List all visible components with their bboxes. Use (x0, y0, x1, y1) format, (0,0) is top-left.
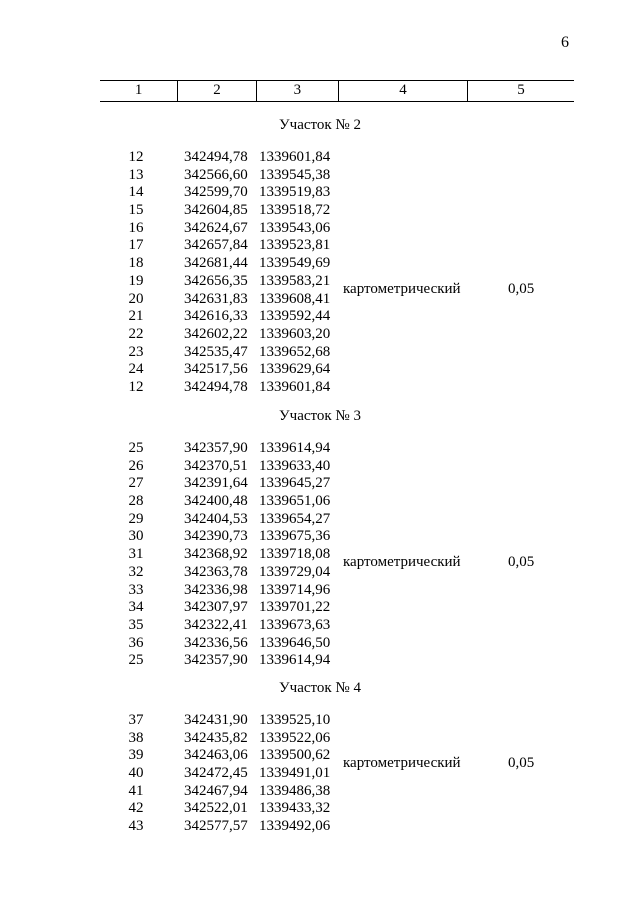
table-row (0, 149, 640, 167)
table-row (0, 528, 640, 546)
coord-y: 1339652,68 (259, 343, 331, 360)
coord-x: 342494,78 (184, 378, 248, 395)
point-number: 24 (128, 361, 144, 378)
header-col-2: 2 (178, 81, 256, 101)
coord-y: 1339519,83 (259, 184, 331, 201)
coord-y: 1339633,40 (259, 457, 331, 474)
coord-x: 342656,35 (184, 272, 248, 289)
table-row (0, 220, 640, 238)
point-number: 19 (128, 272, 144, 289)
table-row (0, 652, 640, 670)
point-number: 23 (128, 343, 144, 360)
point-number: 36 (128, 634, 144, 651)
coord-y: 1339701,22 (259, 599, 331, 616)
table-row (0, 818, 640, 836)
table-row (0, 344, 640, 362)
coord-y: 1339601,84 (259, 378, 331, 395)
table-row (0, 617, 640, 635)
coord-y: 1339592,44 (259, 308, 331, 325)
coord-y: 1339522,06 (259, 729, 331, 746)
coord-y: 1339523,81 (259, 237, 331, 254)
table-row (0, 800, 640, 818)
point-number: 16 (128, 219, 144, 236)
table-row (0, 493, 640, 511)
coord-y: 1339645,27 (259, 475, 331, 492)
header-col-4: 4 (339, 81, 468, 101)
coord-y: 1339718,08 (259, 546, 331, 563)
header-col-3: 3 (257, 81, 339, 101)
coord-y: 1339492,06 (259, 818, 331, 835)
coord-x: 342435,82 (184, 729, 248, 746)
table-row (0, 712, 640, 730)
coord-x: 342566,60 (184, 166, 248, 183)
point-number: 34 (128, 599, 144, 616)
point-number: 26 (128, 457, 144, 474)
coord-x: 342368,92 (184, 546, 248, 563)
coord-x: 342599,70 (184, 184, 248, 201)
table-row (0, 440, 640, 458)
table-row (0, 635, 640, 653)
coord-x: 342616,33 (184, 308, 248, 325)
coord-x: 342624,67 (184, 219, 248, 236)
coord-y: 1339549,69 (259, 255, 331, 272)
coord-y: 1339646,50 (259, 634, 331, 651)
coord-y: 1339486,38 (259, 782, 331, 799)
table-row (0, 582, 640, 600)
table-row (0, 272, 640, 297)
point-number: 30 (128, 528, 144, 545)
coord-y: 1339545,38 (259, 166, 331, 183)
table-row (0, 458, 640, 476)
table-row (0, 765, 640, 783)
point-number: 25 (128, 440, 144, 456)
coord-x: 342517,56 (184, 361, 248, 378)
coord-y: 1339518,72 (259, 202, 331, 219)
point-number: 29 (128, 510, 144, 527)
coord-x: 342522,01 (184, 800, 248, 817)
coord-x: 342631,83 (184, 290, 248, 307)
coord-y: 1339675,36 (259, 528, 331, 545)
coord-x: 342431,90 (184, 712, 248, 728)
method-label: картометрический (343, 280, 461, 297)
coord-y: 1339651,06 (259, 493, 331, 510)
coord-x: 342604,85 (184, 202, 248, 219)
coord-y: 1339614,94 (259, 440, 331, 456)
point-number: 22 (128, 325, 144, 342)
coord-y: 1339629,64 (259, 361, 331, 378)
table-row (0, 783, 640, 801)
table-row (0, 747, 640, 772)
table-row (0, 564, 640, 582)
coord-y: 1339500,62 (259, 747, 331, 764)
coord-x: 342657,84 (184, 237, 248, 254)
point-number: 32 (128, 563, 144, 580)
coord-y: 1339601,84 (259, 149, 331, 165)
table-row (0, 237, 640, 255)
coord-x: 342463,06 (184, 747, 248, 764)
point-number: 31 (128, 546, 144, 563)
coord-x: 342681,44 (184, 255, 248, 272)
table-header (100, 80, 574, 102)
point-number: 14 (128, 184, 144, 201)
point-number: 13 (128, 166, 144, 183)
coord-x: 342472,45 (184, 765, 248, 782)
coord-x: 342336,56 (184, 634, 248, 651)
table-row (0, 291, 640, 309)
header-col-5: 5 (517, 82, 525, 98)
coord-y: 1339433,32 (259, 800, 331, 817)
table-row (0, 167, 640, 185)
table-row (0, 184, 640, 202)
table-row (0, 379, 640, 397)
coord-x: 342370,51 (184, 457, 248, 474)
section-title: Участок № 3 (279, 408, 361, 424)
coord-y: 1339729,04 (259, 563, 331, 580)
coord-y: 1339525,10 (259, 712, 331, 728)
coord-y: 1339714,96 (259, 581, 331, 598)
point-number: 18 (128, 255, 144, 272)
coord-y: 1339603,20 (259, 325, 331, 342)
table-row (0, 361, 640, 379)
point-number: 42 (128, 800, 144, 817)
coord-y: 1339673,63 (259, 616, 331, 633)
coord-x: 342391,64 (184, 475, 248, 492)
method-label: картометрический (343, 554, 461, 571)
coord-x: 342494,78 (184, 149, 248, 165)
table-row (0, 475, 640, 493)
error-value: 0,05 (508, 755, 535, 772)
section-title: Участок № 4 (279, 680, 361, 696)
point-number: 17 (128, 237, 144, 254)
page-number: 6 (561, 34, 569, 51)
table-row (0, 599, 640, 617)
point-number: 12 (128, 149, 144, 165)
point-number: 41 (128, 782, 144, 799)
table-row (0, 202, 640, 220)
error-value: 0,05 (508, 280, 535, 297)
coordinates-list (0, 149, 640, 397)
coord-x: 342357,90 (184, 440, 248, 456)
point-number: 38 (128, 729, 144, 746)
table-row (0, 255, 640, 273)
point-number: 37 (128, 712, 144, 728)
table-row (0, 308, 640, 326)
coord-x: 342400,48 (184, 493, 248, 510)
point-number: 35 (128, 616, 144, 633)
coord-x: 342577,57 (184, 818, 248, 835)
coord-x: 342404,53 (184, 510, 248, 527)
coord-y: 1339654,27 (259, 510, 331, 527)
point-number: 15 (128, 202, 144, 219)
coord-x: 342336,98 (184, 581, 248, 598)
point-number: 12 (128, 378, 144, 395)
coord-x: 342363,78 (184, 563, 248, 580)
coord-y: 1339583,21 (259, 272, 331, 289)
header-col-1: 1 (100, 81, 178, 101)
coordinates-list (0, 712, 640, 836)
point-number: 39 (128, 747, 144, 764)
method-label: картометрический (343, 755, 461, 772)
coord-x: 342390,73 (184, 528, 248, 545)
coord-x: 342322,41 (184, 616, 248, 633)
point-number: 33 (128, 581, 144, 598)
coord-x: 342535,47 (184, 343, 248, 360)
table-row (0, 511, 640, 529)
coord-x: 342307,97 (184, 599, 248, 616)
coord-x: 342467,94 (184, 782, 248, 799)
section-title: Участок № 2 (279, 117, 361, 133)
error-value: 0,05 (508, 554, 535, 571)
point-number: 21 (128, 308, 144, 325)
coord-y: 1339543,06 (259, 219, 331, 236)
coord-y: 1339614,94 (259, 652, 331, 669)
table-row (0, 730, 640, 748)
point-number: 28 (128, 493, 144, 510)
point-number: 25 (128, 652, 144, 669)
point-number: 40 (128, 765, 144, 782)
coord-y: 1339608,41 (259, 290, 331, 307)
coord-y: 1339491,01 (259, 765, 331, 782)
coord-x: 342602,22 (184, 325, 248, 342)
point-number: 43 (128, 818, 144, 835)
point-number: 27 (128, 475, 144, 492)
coord-x: 342357,90 (184, 652, 248, 669)
point-number: 20 (128, 290, 144, 307)
table-row (0, 546, 640, 571)
coordinates-list (0, 440, 640, 670)
table-row (0, 326, 640, 344)
